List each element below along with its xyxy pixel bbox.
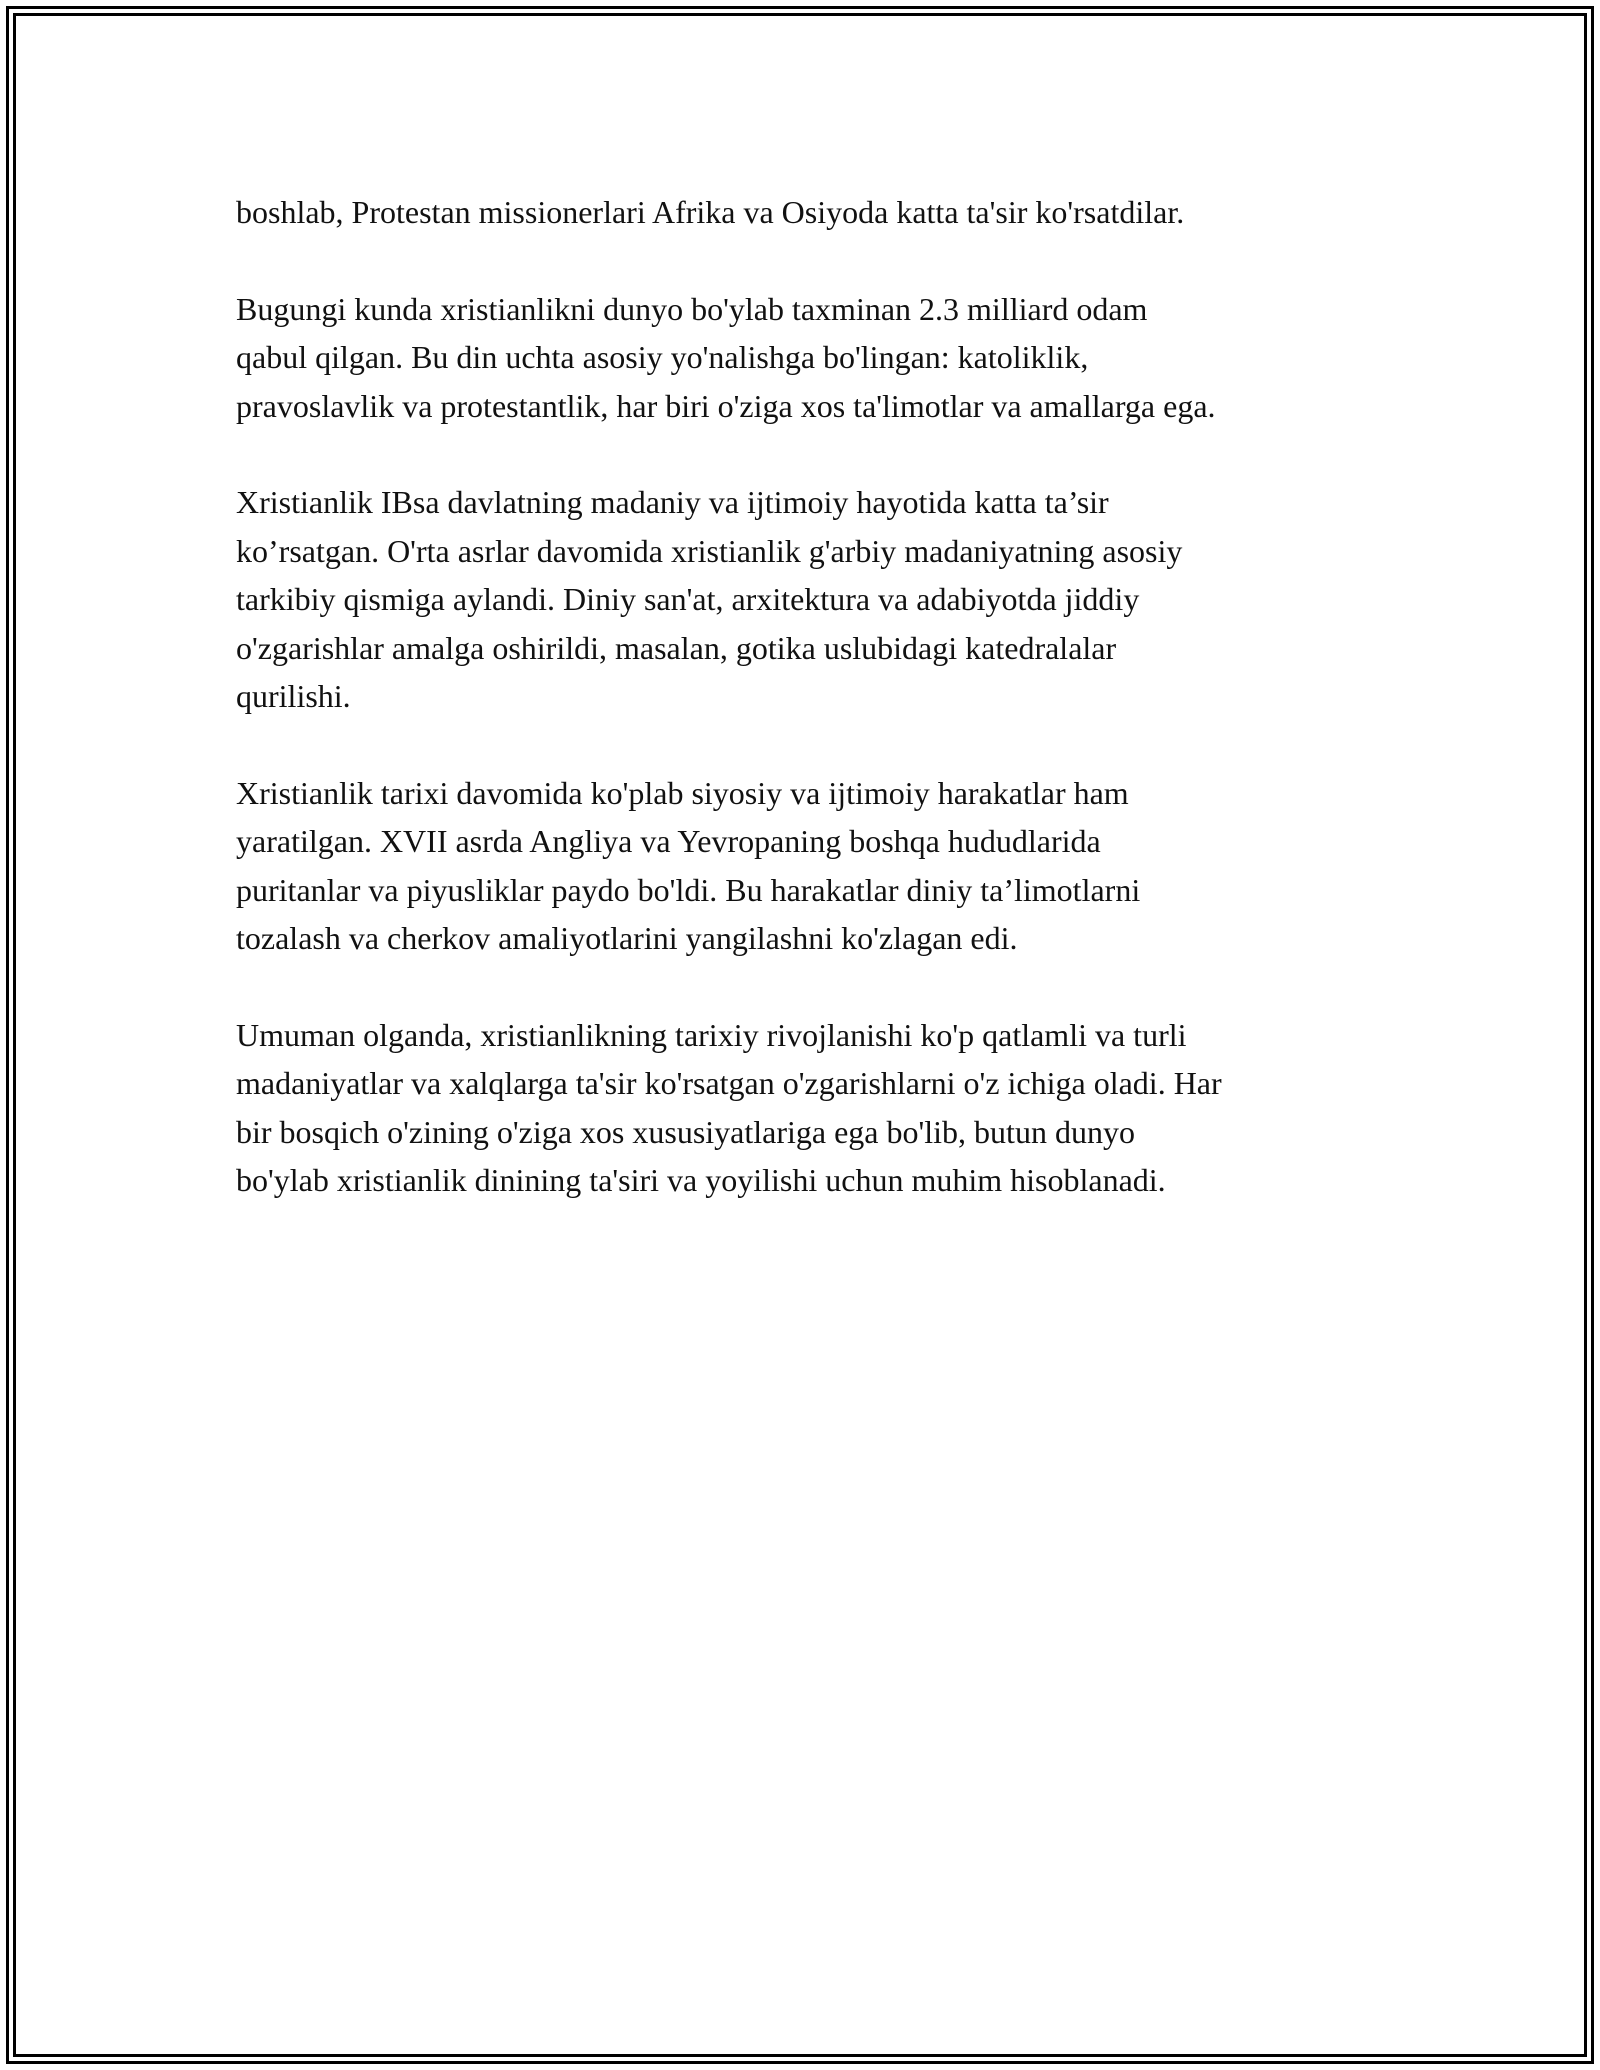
document-body <box>236 188 1366 1253</box>
paragraph-1: boshlab, Protestan missionerlari Afrika va Osiyoda katta ta'sir ko'rsatdilar. <box>236 194 1185 230</box>
paragraph-4: Xristianlik tarixi davomida ko'plab siyosiy va ijtimoiy harakatlar ham yaratilgan. XVII asrda Angliya va Yevropaning boshqa hududlarida puritanlar va piyusliklar paydo bo'ldi. Bu harakatlar diniy ta’limotlarni tozalash va cherkov amaliyotlarini yangilashni ko'zlagan edi. <box>236 774 1141 956</box>
paragraph-5: Umuman olganda, xristianlikning tarixiy rivojlanishi ko'p qatlamli va turli madaniyatlar va xalqlarga ta'sir ko'rsatgan o'zgarishlarni o'z ichiga oladi. Har bir bosqich o'zining o'ziga xos xususiyatlariga ega bo'lib, butun dunyo bo'ylab xristianlik dinining ta'siri va yoyilishi uchun muhim hisoblanadi. <box>236 1016 1222 1198</box>
paragraph-3: Xristianlik IBsa davlatning madaniy va ijtimoiy hayotida katta ta’sir ko’rsatgan. O'rta asrlar davomida xristianlik g'arbiy madaniyatning asosiy tarkibiy qismiga aylandi. Diniy san'at, arxitektura va adabiyotda jiddiy o'zgarishlar amalga oshirildi, masalan, gotika uslubidagi katedralalar qurilishi. <box>236 484 1183 714</box>
paragraph-2: Bugungi kunda xristianlikni dunyo bo'ylab taxminan 2.3 milliard odam qabul qilgan. Bu din uchta asosiy yo'nalishga bo'lingan: katoliklik, pravoslavlik va protestantlik, har biri o'ziga xos ta'limotlar va amallarga ega. <box>236 290 1216 424</box>
